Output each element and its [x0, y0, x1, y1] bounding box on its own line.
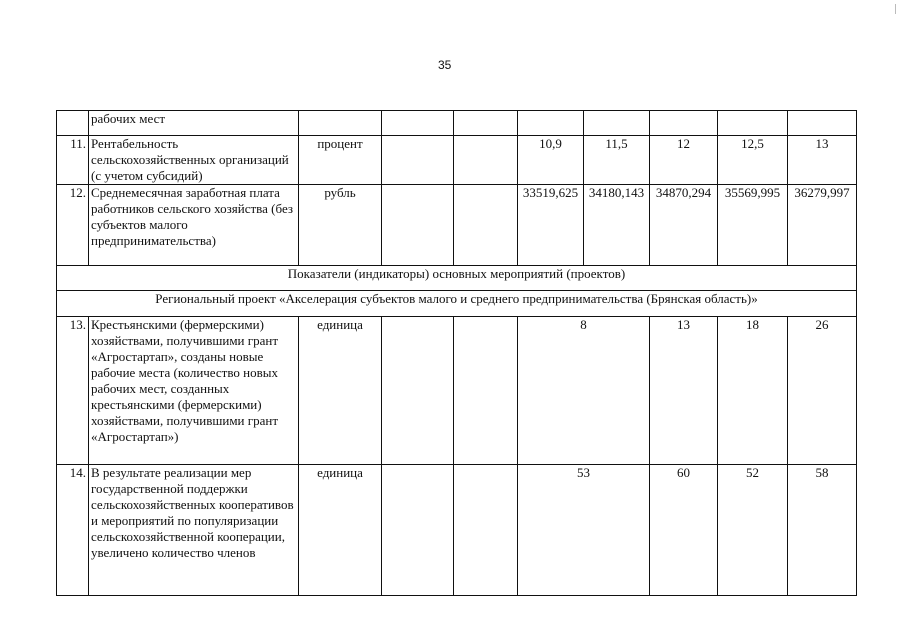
indicator-name: В результате реализации мер государственной поддержки сельскохозяйственных кооперативов и мероприятий по популяризации сельскохозяйственной кооперации, увеличено количество членов: [89, 465, 299, 596]
row-number: 11.: [57, 136, 89, 185]
value-cell: 8: [518, 317, 650, 465]
value-cell: [382, 136, 454, 185]
table-row: [57, 136, 857, 185]
row-number: 12.: [57, 185, 89, 266]
value-cell: 53: [518, 465, 650, 596]
project-heading: Региональный проект «Акселерация субъектов малого и среднего предпринимательства (Брянская область)»: [57, 291, 857, 317]
value-cell: 36279,997: [788, 185, 857, 266]
value-cell: [382, 317, 454, 465]
value-cell: 11,5: [584, 136, 650, 185]
value-cell: 13: [650, 317, 718, 465]
table-row: [57, 317, 857, 465]
value-cell: 12,5: [718, 136, 788, 185]
value-cell: 18: [718, 317, 788, 465]
page-number: 35: [438, 58, 452, 72]
table-row: [57, 465, 857, 596]
project-heading-row: [57, 291, 857, 317]
table-row-continuation: [57, 111, 857, 136]
unit-cell: единица: [299, 465, 382, 596]
value-cell: 60: [650, 465, 718, 596]
value-cell: 26: [788, 317, 857, 465]
indicator-name: Среднемесячная заработная плата работников сельского хозяйства (без субъектов малого предпринимательства): [89, 185, 299, 266]
value-cell: 34870,294: [650, 185, 718, 266]
indicator-name: рабочих мест: [89, 111, 299, 136]
indicator-name: Крестьянскими (фермерскими) хозяйствами, получившими грант «Агростартап», созданы новые рабочие места (количество новых рабочих мест, созданных крестьянскими (фермерскими) хозяйствами, получившими грант «Агростартап»): [89, 317, 299, 465]
unit-cell: рубль: [299, 185, 382, 266]
value-cell: 35569,995: [718, 185, 788, 266]
section-heading: Показатели (индикаторы) основных мероприятий (проектов): [57, 266, 857, 291]
unit-cell: процент: [299, 136, 382, 185]
value-cell: [454, 185, 518, 266]
value-cell: 13: [788, 136, 857, 185]
value-cell: [382, 465, 454, 596]
section-heading-row: [57, 266, 857, 291]
unit-cell: единица: [299, 317, 382, 465]
value-cell: 34180,143: [584, 185, 650, 266]
value-cell: [454, 317, 518, 465]
value-cell: [382, 185, 454, 266]
value-cell: 58: [788, 465, 857, 596]
value-cell: 33519,625: [518, 185, 584, 266]
indicators-table: [56, 110, 857, 596]
scan-edge-mark: [895, 4, 896, 14]
row-number: 13.: [57, 317, 89, 465]
table-row: [57, 185, 857, 266]
value-cell: [454, 465, 518, 596]
value-cell: 52: [718, 465, 788, 596]
indicator-name: Рентабельность сельскохозяйственных организаций (с учетом субсидий): [89, 136, 299, 185]
value-cell: [454, 136, 518, 185]
row-number: 14.: [57, 465, 89, 596]
value-cell: 12: [650, 136, 718, 185]
value-cell: 10,9: [518, 136, 584, 185]
